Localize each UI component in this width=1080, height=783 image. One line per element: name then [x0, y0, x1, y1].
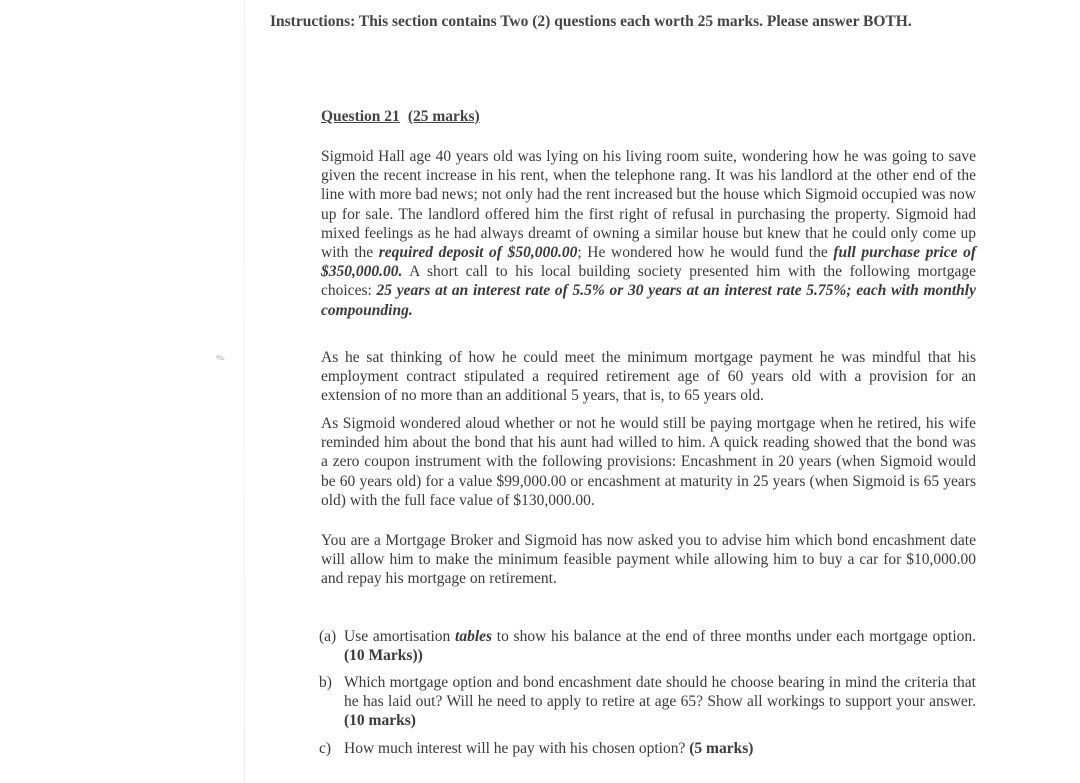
sub-question-label: (a) [319, 628, 337, 645]
tables-emphasis: tables [455, 628, 493, 645]
sub-question-marks: (10 marks) [344, 712, 416, 730]
question-title [321, 108, 480, 126]
question-marks: (25 marks) [407, 108, 480, 125]
sub-question-text [344, 627, 976, 665]
sub-question-text-part: How much interest will he pay with his chosen option? [344, 740, 690, 757]
scan-artifact-icon: ✎ [214, 351, 228, 367]
sub-question-text [344, 739, 976, 758]
scenario-text-2: ; He wondered how he would fund the [577, 244, 834, 262]
sub-question-text [344, 673, 976, 731]
retirement-paragraph: As he sat thinking of how he could meet the minimum mortgage payment he was mindful that his employment contract stipulated a required retirement age of 60 years old with a provision for an extension of no more than an additional 5 years, that is, to 65 years old. [321, 349, 976, 405]
sub-question-marks: (10 Marks)) [344, 647, 423, 665]
question-number: Question 21 [321, 108, 400, 125]
sub-question-b [319, 673, 976, 731]
deposit-emphasis: required deposit of $50,000.00 [378, 244, 578, 262]
sub-question-text-part: Which mortgage option and bond encashment date should he choose bearing in mind the criteria that he has laid out? Will he need to apply to retire at age 65? Show all workings to support your answer. [344, 674, 976, 711]
scenario-text-3: A short call to his local building society presented him with the following mortgage choices: [321, 263, 976, 300]
sub-question-marks: (5 marks) [689, 740, 754, 757]
page-fold-shadow [244, 0, 245, 783]
sub-question-label: b) [319, 674, 332, 691]
sub-question-text-part: to show his balance at the end of three months under each mortgage option. [492, 628, 977, 645]
instructions-heading: Instructions: This section contains Two (2) questions each worth 25 marks. Please answer BOTH. [270, 13, 912, 30]
sub-question-label: c) [319, 740, 332, 757]
purchase-price-emphasis: full purchase price of $350,000.00. [321, 244, 977, 281]
scenario-text-1: Sigmoid Hall age 40 years old was lying on his living room suite, wondering how he was going to save given the recent increase in his rent, when the telephone rang. It was his landlord at the other end of the line with more bad news; not only had the rent increased but the house which Sigmoid occupied was now up for sale. The landlord offered him the first right of refusal in purchasing the property. Sigmoid had mixed feelings as he had always dreamt of owning a similar house but knew that he could only come up with the [321, 148, 976, 262]
mortgage-choices-emphasis: 25 years at an interest rate of 5.5% or 30 years at an interest rate 5.75%; each with monthly compounding. [321, 282, 976, 319]
sub-question-a [319, 627, 976, 665]
bond-paragraph: As Sigmoid wondered aloud whether or not he would still be paying mortgage when he retired, his wife reminded him about the bond that his aunt had willed to him. A quick reading showed that the bond was a zero coupon instrument with the following provisions: Encashment in 20 years (when Sigmoid would be 60 years old) for a value $99,000.00 or encashment at maturity in 25 years (when Sigmoid is 65 years old) with the full face value of $130,000.00. [321, 415, 976, 509]
scenario-paragraph [321, 147, 976, 320]
sub-question-c [319, 739, 976, 758]
broker-paragraph: You are a Mortgage Broker and Sigmoid has now asked you to advise him which bond encashment date will allow him to make the minimum feasible payment while allowing him to buy a car for $10,000.00 and repay his mortgage on retirement. [321, 532, 976, 588]
sub-question-text-part: Use amortisation [344, 628, 456, 645]
